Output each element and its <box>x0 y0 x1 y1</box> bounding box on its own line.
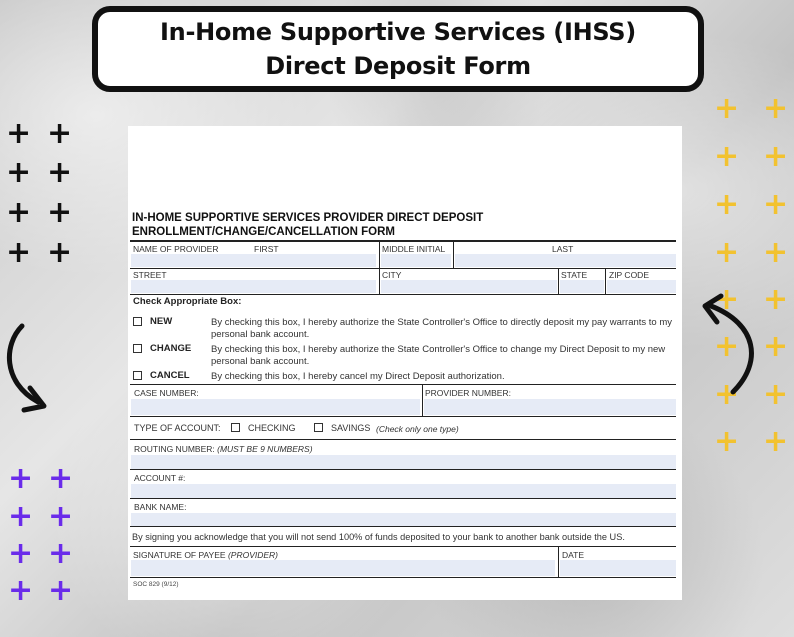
plus-icon: + <box>714 91 740 126</box>
plus-icon: + <box>8 536 34 571</box>
plus-icon: + <box>6 235 32 270</box>
banner-title-line1: In-Home Supportive Services (IHSS) <box>160 18 636 46</box>
plus-icon: + <box>763 282 789 317</box>
title-banner <box>92 6 704 92</box>
plus-icon: + <box>714 282 740 317</box>
zip-code-field[interactable] <box>607 280 676 293</box>
plus-icon: + <box>48 536 74 571</box>
signature-text: SIGNATURE OF PAYEE <box>133 550 226 560</box>
plus-icon: + <box>763 91 789 126</box>
street-label: STREET <box>133 270 167 280</box>
plus-icon: + <box>714 424 740 459</box>
form-page <box>128 126 682 600</box>
city-label: CITY <box>382 270 402 280</box>
plus-icon: + <box>714 187 740 222</box>
plus-icon: + <box>763 329 789 364</box>
plus-icon: + <box>6 195 32 230</box>
plus-icon: + <box>714 329 740 364</box>
cancel-option-label: CANCEL <box>150 370 190 381</box>
divider <box>558 268 559 294</box>
middle-initial-field[interactable] <box>381 254 451 267</box>
change-checkbox[interactable] <box>133 344 142 353</box>
new-option-text: By checking this box, I hereby authorize the State Controller's Office to directly deposit my pay warrants to my personal bank account. <box>211 317 673 340</box>
acknowledge-text: By signing you acknowledge that you will not send 100% of funds deposited to your bank to another bank outside the US. <box>132 532 625 542</box>
signature-label <box>133 550 278 560</box>
divider <box>130 546 676 547</box>
bank-name-label: BANK NAME: <box>134 502 187 512</box>
form-title <box>132 211 678 239</box>
change-option-label: CHANGE <box>150 343 192 354</box>
signature-field[interactable] <box>131 560 555 576</box>
cancel-option-text: By checking this box, I hereby cancel my Direct Deposit authorization. <box>211 371 505 382</box>
divider <box>130 526 676 527</box>
plus-icon: + <box>763 235 789 270</box>
divider <box>130 469 676 470</box>
provider-number-label: PROVIDER NUMBER: <box>425 388 511 398</box>
banner-title-line2: Direct Deposit Form <box>265 52 531 80</box>
routing-number-text: ROUTING NUMBER: <box>134 444 215 454</box>
plus-icon: + <box>763 424 789 459</box>
name-of-provider-label: NAME OF PROVIDER <box>133 244 219 254</box>
checking-label: CHECKING <box>248 423 296 433</box>
plus-icon: + <box>714 377 740 412</box>
plus-icon: + <box>8 461 34 496</box>
cancel-checkbox[interactable] <box>133 371 142 380</box>
zip-code-label: ZIP CODE <box>609 270 649 280</box>
plus-icon: + <box>6 116 32 151</box>
plus-icon: + <box>8 499 34 534</box>
account-number-field[interactable] <box>131 484 676 498</box>
plus-icon: + <box>763 377 789 412</box>
divider <box>422 384 423 416</box>
form-title-line1: IN-HOME SUPPORTIVE SERVICES PROVIDER DIRECT DEPOSIT <box>132 212 484 224</box>
divider <box>453 242 454 268</box>
savings-checkbox[interactable] <box>314 423 323 432</box>
divider <box>558 546 559 577</box>
curved-arrow-right-icon <box>697 292 763 396</box>
plus-icon: + <box>714 139 740 174</box>
divider <box>130 268 676 269</box>
date-label: DATE <box>562 550 585 560</box>
case-number-label: CASE NUMBER: <box>134 388 199 398</box>
plus-icon: + <box>47 235 73 270</box>
state-label: STATE <box>561 270 588 280</box>
check-only-one-note: (Check only one type) <box>376 424 459 434</box>
middle-initial-label: MIDDLE INITIAL <box>382 244 446 254</box>
plus-icon: + <box>48 461 74 496</box>
first-name-field[interactable] <box>131 254 376 267</box>
provider-number-field[interactable] <box>424 399 676 415</box>
plus-icon: + <box>714 235 740 270</box>
new-option-label: NEW <box>150 316 173 327</box>
routing-number-note: (MUST BE 9 NUMBERS) <box>217 444 313 454</box>
divider <box>130 416 676 417</box>
savings-label: SAVINGS <box>331 423 371 433</box>
street-field[interactable] <box>131 280 376 293</box>
case-number-field[interactable] <box>131 399 420 415</box>
divider <box>130 577 676 578</box>
signature-note: (PROVIDER) <box>227 550 279 560</box>
divider <box>605 268 606 294</box>
divider <box>130 498 676 499</box>
state-field[interactable] <box>560 280 604 293</box>
change-option-text: By checking this box, I hereby authorize the State Controller's Office to change my Direct Deposit to my new personal bank account. <box>211 344 666 367</box>
bank-name-field[interactable] <box>131 513 676 526</box>
plus-icon: + <box>8 573 34 608</box>
form-code: SOC 829 (9/12) <box>133 581 179 588</box>
last-name-field[interactable] <box>455 254 676 267</box>
divider <box>130 240 676 242</box>
first-name-label: FIRST <box>254 244 279 254</box>
plus-icon: + <box>47 155 73 190</box>
plus-icon: + <box>47 195 73 230</box>
last-name-label: LAST <box>552 244 574 254</box>
plus-icon: + <box>763 139 789 174</box>
plus-icon: + <box>6 155 32 190</box>
plus-icon: + <box>48 573 74 608</box>
divider <box>130 294 676 295</box>
divider <box>130 384 676 385</box>
checking-checkbox[interactable] <box>231 423 240 432</box>
new-checkbox[interactable] <box>133 317 142 326</box>
routing-number-label <box>134 444 313 454</box>
plus-icon: + <box>47 116 73 151</box>
divider <box>379 242 380 268</box>
divider <box>379 268 380 294</box>
account-number-label: ACCOUNT #: <box>134 473 186 483</box>
routing-number-field[interactable] <box>131 455 676 469</box>
check-box-title: Check Appropriate Box: <box>133 296 242 307</box>
city-field[interactable] <box>381 280 557 293</box>
type-of-account-label: TYPE OF ACCOUNT: <box>134 423 221 433</box>
plus-icon: + <box>48 499 74 534</box>
date-field[interactable] <box>560 560 676 576</box>
form-title-line2: ENROLLMENT/CHANGE/CANCELLATION FORM <box>132 226 395 238</box>
plus-icon: + <box>763 187 789 222</box>
curved-arrow-left-icon <box>0 322 56 414</box>
divider <box>130 439 676 440</box>
